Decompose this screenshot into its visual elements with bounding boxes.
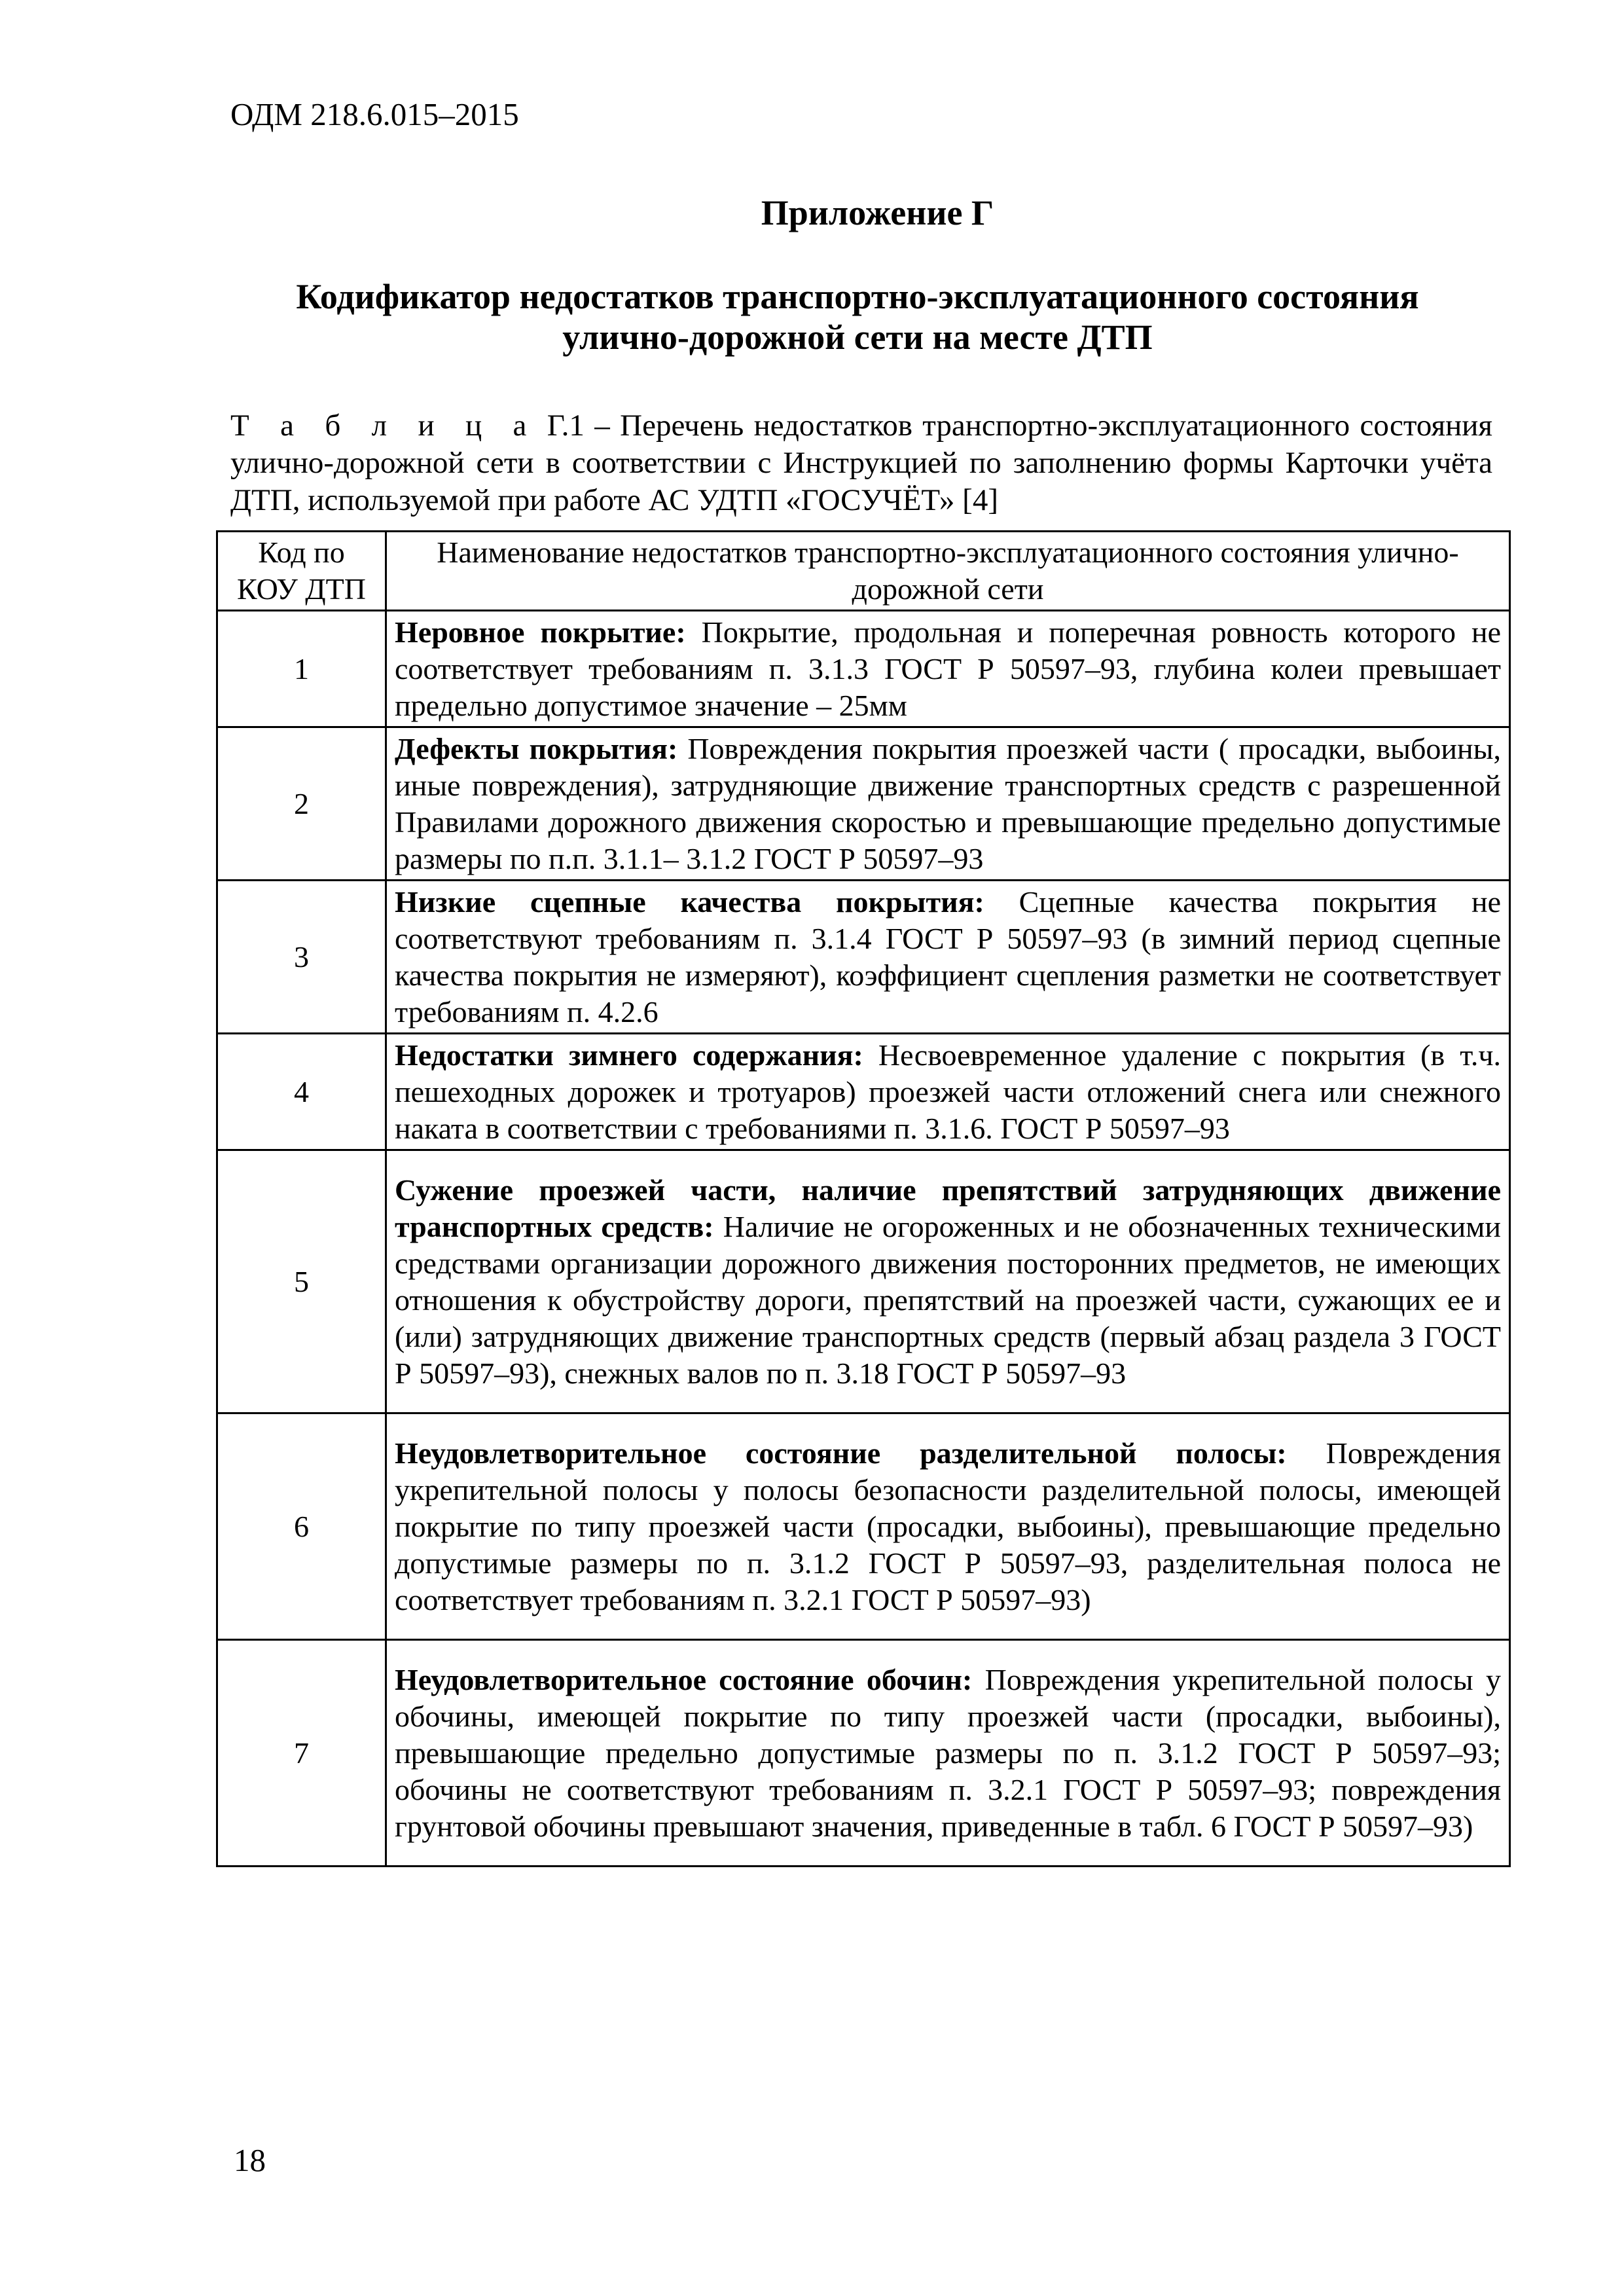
title-line-2: улично-дорожной сети на месте ДТП <box>562 318 1153 357</box>
row-description <box>386 1640 1510 1867</box>
row-term: Сужение проезжей части, наличие препятствий затрудняющих движение транспортных средств: <box>395 1173 1501 1243</box>
row-text: Повреждения покрытия проезжей части ( просадки, выбоины, иные повреждения), затрудняющие движение транспортных средств с разрешенной Правилами дорожного движения скоростью и превышающие предельно допустимые размеры по п.п. 3.1.1– 3.1.2 ГОСТ Р 50597–93 <box>395 731 1502 875</box>
row-code: 6 <box>217 1413 386 1640</box>
row-description <box>386 1150 1510 1413</box>
row-text: Повреждения укрепительной полосы у обочины, имеющей покрытие по типу проезжей части (просадки, выбоины), превышающие предельно допустимые размеры по п. 3.1.2 ГОСТ Р 50597–93; обочины не соответствуют требованиям п. 3.2.1 ГОСТ Р 50597–93; повреждения грунтовой обочины превышают значения, приведенные в табл. 6 ГОСТ Р 50597–93) <box>395 1662 1501 1843</box>
row-description <box>386 1034 1510 1150</box>
table-row <box>217 1413 1510 1640</box>
table-row <box>217 727 1510 881</box>
row-code: 4 <box>217 1034 386 1150</box>
row-text: Покрытие, продольная и поперечная ровность которого не соответствует требованиям п. 3.1.3 ГОСТ Р 50597–93, глубина колеи превышает предельно допустимое значение – 25мм <box>395 615 1501 722</box>
appendix-heading: Приложение Г <box>761 193 994 232</box>
row-text: Наличие не огороженных и не обозначенных техническими средствами организации дорожного движения посторонних предметов, не имеющих отношения к обустройству дороги, препятствий на проезжей части, сужающих ее и (или) затрудняющих движение транспортных средств (первый абзац раздела 3 ГОСТ Р 50597–93), снежных валов по п. 3.18 ГОСТ Р 50597–93 <box>395 1209 1501 1390</box>
table-caption <box>230 407 1492 519</box>
header-name: Наименование недостатков транспортно-эксплуатационного состояния улично-дорожной сети <box>386 532 1510 611</box>
row-term: Низкие сцепные качества покрытия: <box>395 884 984 919</box>
row-description <box>386 881 1510 1034</box>
row-text: Несвоевременное удаление с покрытия (в т.ч. пешеходных дорожек и тротуаров) проезжей части отложений снега или снежного наката в соответствии с требованиями п. 3.1.6. ГОСТ Р 50597–93 <box>395 1038 1501 1145</box>
caption-label: Т а б л и ц а <box>230 409 537 443</box>
row-term: Неудовлетворительное состояние обочин: <box>395 1662 973 1696</box>
title-line-1: Кодификатор недостатков транспортно-эксплуатационного состояния <box>296 277 1419 316</box>
table-row <box>217 1034 1510 1150</box>
table-row <box>217 1150 1510 1413</box>
row-code: 2 <box>217 727 386 881</box>
caption-text: Г.1 – Перечень недостатков транспортно-эксплуатационного состояния улично-дорожной сети в соответствии с Инструкцией по заполнению формы Карточки учёта ДТП, используемой при работе АС УДТП «ГОСУЧЁТ» [4] <box>230 409 1492 517</box>
row-term: Дефекты покрытия: <box>395 731 678 765</box>
table-row <box>217 1640 1510 1867</box>
row-description <box>386 1413 1510 1640</box>
row-code: 5 <box>217 1150 386 1413</box>
document-title <box>216 276 1499 357</box>
row-description <box>386 611 1510 727</box>
row-code: 1 <box>217 611 386 727</box>
page-number: 18 <box>234 2142 266 2178</box>
defects-table <box>216 530 1511 1867</box>
row-code: 7 <box>217 1640 386 1867</box>
header-code: Код по КОУ ДТП <box>217 532 386 611</box>
row-term: Неровное покрытие: <box>395 615 686 649</box>
row-term: Неудовлетворительное состояние разделительной полосы: <box>395 1436 1287 1470</box>
row-description <box>386 727 1510 881</box>
table-row <box>217 881 1510 1034</box>
document-code: ОДМ 218.6.015–2015 <box>230 96 519 132</box>
row-text: Сцепные качества покрытия не соответствуют требованиям п. 3.1.4 ГОСТ Р 50597–93 (в зимний период сцепные качества покрытия не измеряют), коэффициент сцепления разметки не соответствует требованиям п. 4.2.6 <box>395 884 1501 1029</box>
row-term: Недостатки зимнего содержания: <box>395 1038 863 1072</box>
row-code: 3 <box>217 881 386 1034</box>
table-header-row <box>217 532 1510 611</box>
row-text: Повреждения укрепительной полосы у полосы безопасности разделительной полосы, имеющей покрытие по типу проезжей части (просадки, выбоины), превышающие предельно допустимые размеры по п. 3.1.2 ГОСТ Р 50597–93, разделительная полоса не соответствует требованиям п. 3.2.1 ГОСТ Р 50597–93) <box>395 1436 1501 1616</box>
table-row <box>217 611 1510 727</box>
